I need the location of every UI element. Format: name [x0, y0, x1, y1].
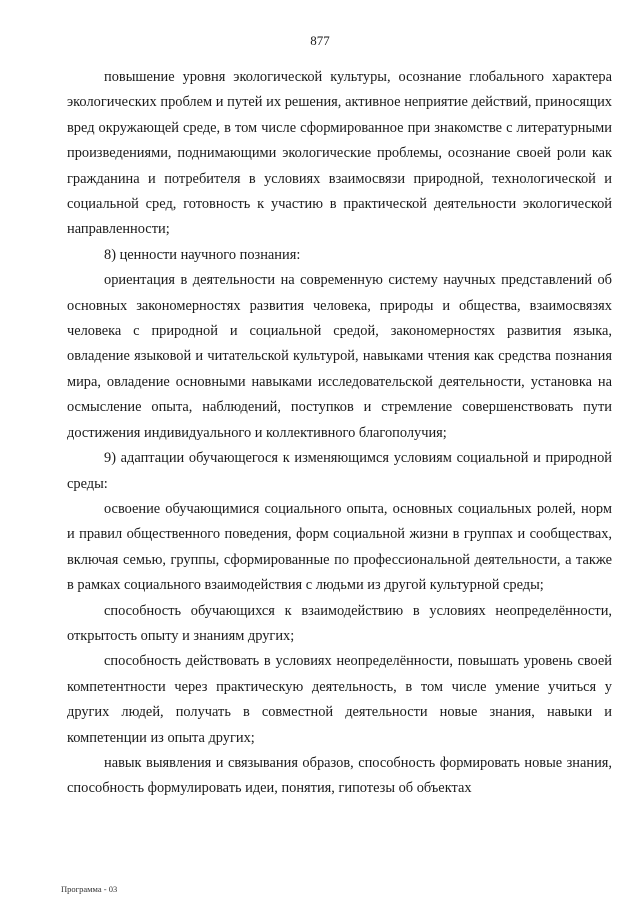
- body-text: [67, 65, 612, 802]
- paragraph-ecological-culture: повышение уровня экологической культуры, осознание глобального характера экологических проблем и путей их решения, активное неприятие действий, приносящих вред окружающей среде, в том числе сформированное при знакомстве с литературными произведениями, поднимающими экологические проблемы, осознание своей роли как гражданина и потребителя в условиях взаимосвязи природной, технологической и социальной сред, готовность к участию в практической деятельности экологической направленности;: [67, 69, 612, 238]
- paragraph-heading-scientific-values: 8) ценности научного познания:: [104, 246, 301, 263]
- paragraph-interaction-ability: способность обучающихся к взаимодействию в условиях неопределённости, открытость опыту и знаниям других;: [67, 602, 612, 644]
- paragraph-scientific-orientation: ориентация в деятельности на современную систему научных представлений об основных закономерностях развития человека, природы и общества, взаимосвязях человека с природной и социальной средой, закономерностях развития языка, овладение языковой и читательской культурой, навыками чтения как средства познания мира, овладение основными навыками исследовательской деятельности, установка на осмысление опыта, наблюдений, поступков и стремление совершенствовать пути достижения индивидуального и коллективного благополучия;: [67, 272, 612, 441]
- paragraph-acting-ability: способность действовать в условиях неопределённости, повышать уровень своей компетентности через практическую деятельность, в том числе умение учиться у других людей, получать в совместной деятельности новые знания, навыки и компетенции из опыта других;: [67, 653, 612, 746]
- paragraph-pattern-skill: навык выявления и связывания образов, способность формировать новые знания, способность формулировать идеи, понятия, гипотезы об объектах: [67, 754, 612, 797]
- paragraph-heading-adaptation: 9) адаптации обучающегося к изменяющимся условиям социальной и природной среды:: [67, 450, 612, 492]
- footer-label: Программа - 03: [61, 884, 118, 894]
- paragraph-social-experience: освоение обучающимися социального опыта, основных социальных ролей, норм и правил общественного поведения, форм социальной жизни в группах и сообществах, включая семью, группы, сформированные по профессиональной деятельности, а также в рамках социального взаимодействия с людьми из другой культурной среды;: [67, 500, 612, 594]
- page-number: 877: [310, 33, 330, 48]
